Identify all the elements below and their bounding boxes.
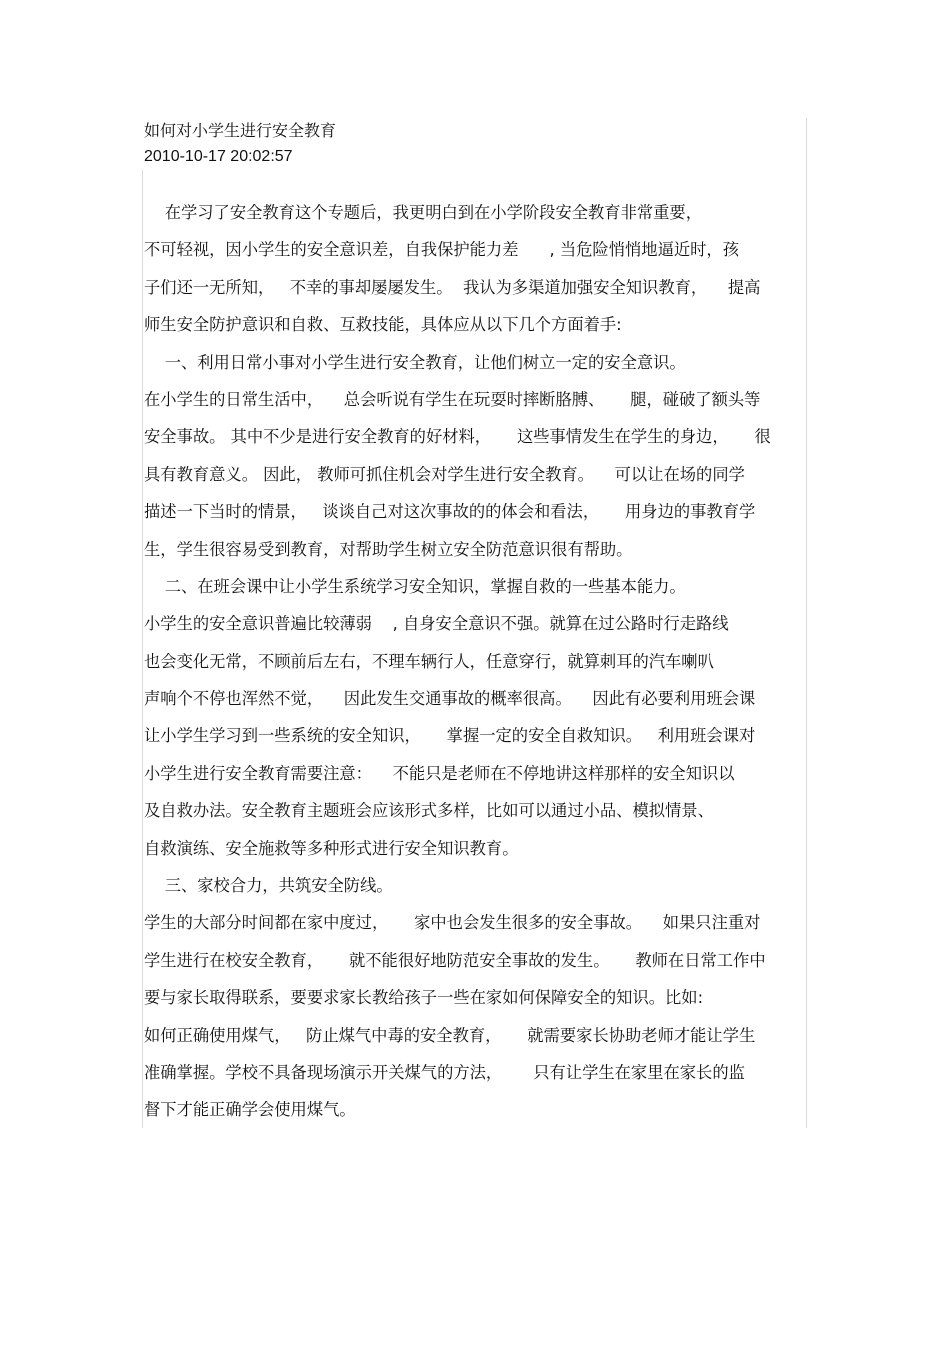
body-line: 在小学生的日常生活中， 总会听说有学生在玩耍时摔断胳膊、 腿，碰破了额头等 <box>144 389 761 409</box>
body-line: 也会变化无常，不顾前后左右，不理车辆行人，任意穿行，就算刺耳的汽车喇叭 <box>144 651 714 671</box>
body-line: 描述一下当时的情景， 谈谈自己对这次事故的的体会和看法， 用身边的事教育学 <box>144 502 756 522</box>
body-line: 如何正确使用煤气， 防止煤气中毒的安全教育， 就需要家长协助老师才能让学生 <box>144 1025 756 1045</box>
section-heading: 二、在班会课中让小学生系统学习安全知识，掌握自救的一些基本能力。 <box>144 576 686 596</box>
body-line: 自救演练、安全施救等多种形式进行安全知识教育。 <box>144 838 519 858</box>
body-line: 子们还一无所知， 不幸的事却屡屡发生。 我认为多渠道加强安全知识教育， 提高 <box>144 277 761 297</box>
body-line: 不可轻视，因小学生的安全意识差，自我保护能力差 , 当危险悄悄地逼近时，孩 <box>144 240 739 260</box>
body-line: 准确掌握。学校不具备现场演示开关煤气的方法， 只有让学生在家里在家长的监 <box>144 1062 745 1082</box>
body-line: 督下才能正确学会使用煤气。 <box>144 1100 356 1120</box>
body-line: 小学生的安全意识普遍比较薄弱 , 自身安全意识不强。就算在过公路时行走路线 <box>144 614 729 634</box>
right-border-line <box>806 118 807 1128</box>
body-line: 要与家长取得联系，要要求家长教给孩子一些在家如何保障安全的知识。比如: <box>144 988 704 1008</box>
body-line: 及自救办法。安全教育主题班会应该形式多样，比如可以通过小品、模拟情景、 <box>144 801 714 821</box>
article-date: 2010-10-17 20:02:57 <box>144 148 293 165</box>
body-line: 生，学生很容易受到教育，对帮助学生树立安全防范意识很有帮助。 <box>144 539 633 559</box>
section-heading: 一、利用日常小事对小学生进行安全教育，让他们树立一定的安全意识。 <box>144 352 686 372</box>
body-line: 学生的大部分时间都在家中度过， 家中也会发生很多的安全事故。 如果只注重对 <box>144 913 761 933</box>
body-line: 具有教育意义。 因此， 教师可抓住机会对学生进行安全教育。 可以让在场的同学 <box>144 464 745 484</box>
body-line: 师生安全防护意识和自救、互救技能，具体应从以下几个方面着手: <box>144 315 622 335</box>
body-line: 声响个不停也浑然不觉， 因此发生交通事故的概率很高。 因此有必要利用班会课 <box>144 689 756 709</box>
article-body <box>144 200 806 1135</box>
body-line: 小学生进行安全教育需要注意： 不能只是老师在不停地讲这样那样的安全知识以 <box>144 763 735 783</box>
body-line: 安全事故。 其中不少是进行安全教育的好材料， 这些事情发生在学生的身边， 很 <box>144 427 771 447</box>
section-heading: 三、家校合力，共筑安全防线。 <box>144 876 393 896</box>
left-border-line <box>142 170 143 1128</box>
body-line: 学生进行在校安全教育， 就不能很好地防范安全事故的发生。 教师在日常工作中 <box>144 950 766 970</box>
body-line: 让小学生学习到一些系统的安全知识， 掌握一定的安全自救知识。 利用班会课对 <box>144 726 756 746</box>
body-line: 在学习了安全教育这个专题后，我更明白到在小学阶段安全教育非常重要， <box>144 203 702 222</box>
article-title: 如何对小学生进行安全教育 <box>144 121 337 140</box>
